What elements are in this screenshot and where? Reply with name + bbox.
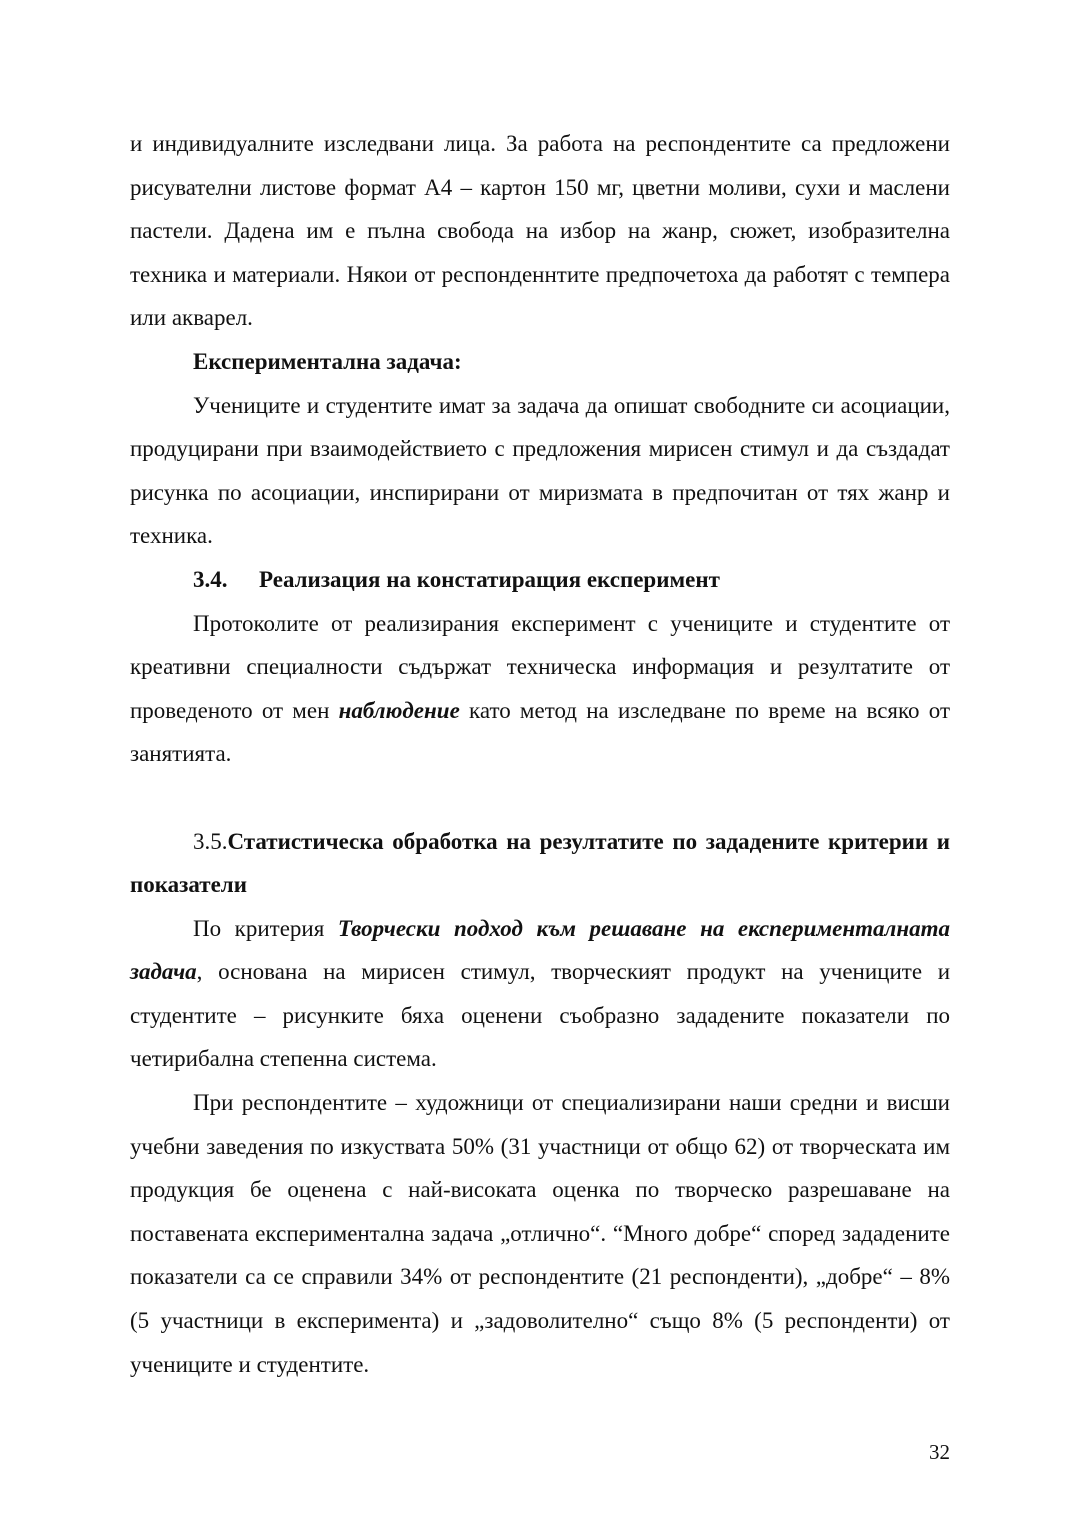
paragraph-results: При респондентите – художници от специализирани наши средни и висши учебни заведения по изкуствата 50% (31 участници от общо 62) от творческата им продукция бе оценена с най-високата оценка по творческо разрешаване на поставената експериментална задача „отлично“. “Много добре“ според зададените показатели са се справили 34% от респондентите (21 респонденти), „добре“ – 8% (5 участници в експеримента) и „задоволително“ също 8% (5 респонденти) от учениците и студентите. <box>130 1090 950 1377</box>
paragraph-criterion <box>130 907 950 1081</box>
heading-experimental-task: Експериментална задача: <box>193 348 462 374</box>
section-heading-3-5 <box>130 820 950 907</box>
protocols-text-end: като метод на изследване по време на всяко от занятията. <box>130 697 950 767</box>
section-number-3-4: 3.4. <box>193 566 228 592</box>
emphasis-criterion: Творчески подход към решаване на експерименталната задача <box>130 915 950 985</box>
paragraph-task-description: Учениците и студентите имат за задача да опишат свободните си асоциации, продуцирани при взаимодействието с предложения мирисен стимул и да създадат рисунка по асоциации, инспирирани от миризмата в предпочитан от тях жанр и техника. <box>130 392 950 549</box>
protocols-text-start: Протоколите от реализирания експеримент с учениците и студентите от креативни специалности съдържат техническа информация и резултатите от проведеното от мен <box>130 610 950 723</box>
paragraph-protocols <box>130 602 950 776</box>
section-number-3-5: 3.5. <box>193 828 228 854</box>
paragraph-materials: и индивидуалните изследвани лица. За работа на респондентите са предложени рисувателни листове формат А4 – картон 150 мг, цветни моливи, сухи и маслени пастели. Дадена им е пълна свобода на избор на жанр, сюжет, изобразителна техника и материали. Някои от респонденнтите предпочетоха да работят с темпера или акварел. <box>130 131 950 331</box>
section-title-3-5: Статистическа обработка на резултатите по зададените критерии и показатели <box>130 828 950 898</box>
section-heading-3-4 <box>130 558 950 602</box>
page-number: 32 <box>929 1440 950 1464</box>
blank-line <box>130 776 950 820</box>
criterion-text-start: По критерия <box>193 915 338 941</box>
document-page <box>130 122 950 1386</box>
section-title-3-4: Реализация на констатиращия експеримент <box>259 566 720 592</box>
criterion-text-end: , основана на мирисен стимул, творческият продукт на учениците и студентите – рисунките бяха оценени съобразно зададените показатели по четирибална степенна система. <box>130 959 950 1072</box>
emphasis-observation: наблюдение <box>338 697 460 723</box>
